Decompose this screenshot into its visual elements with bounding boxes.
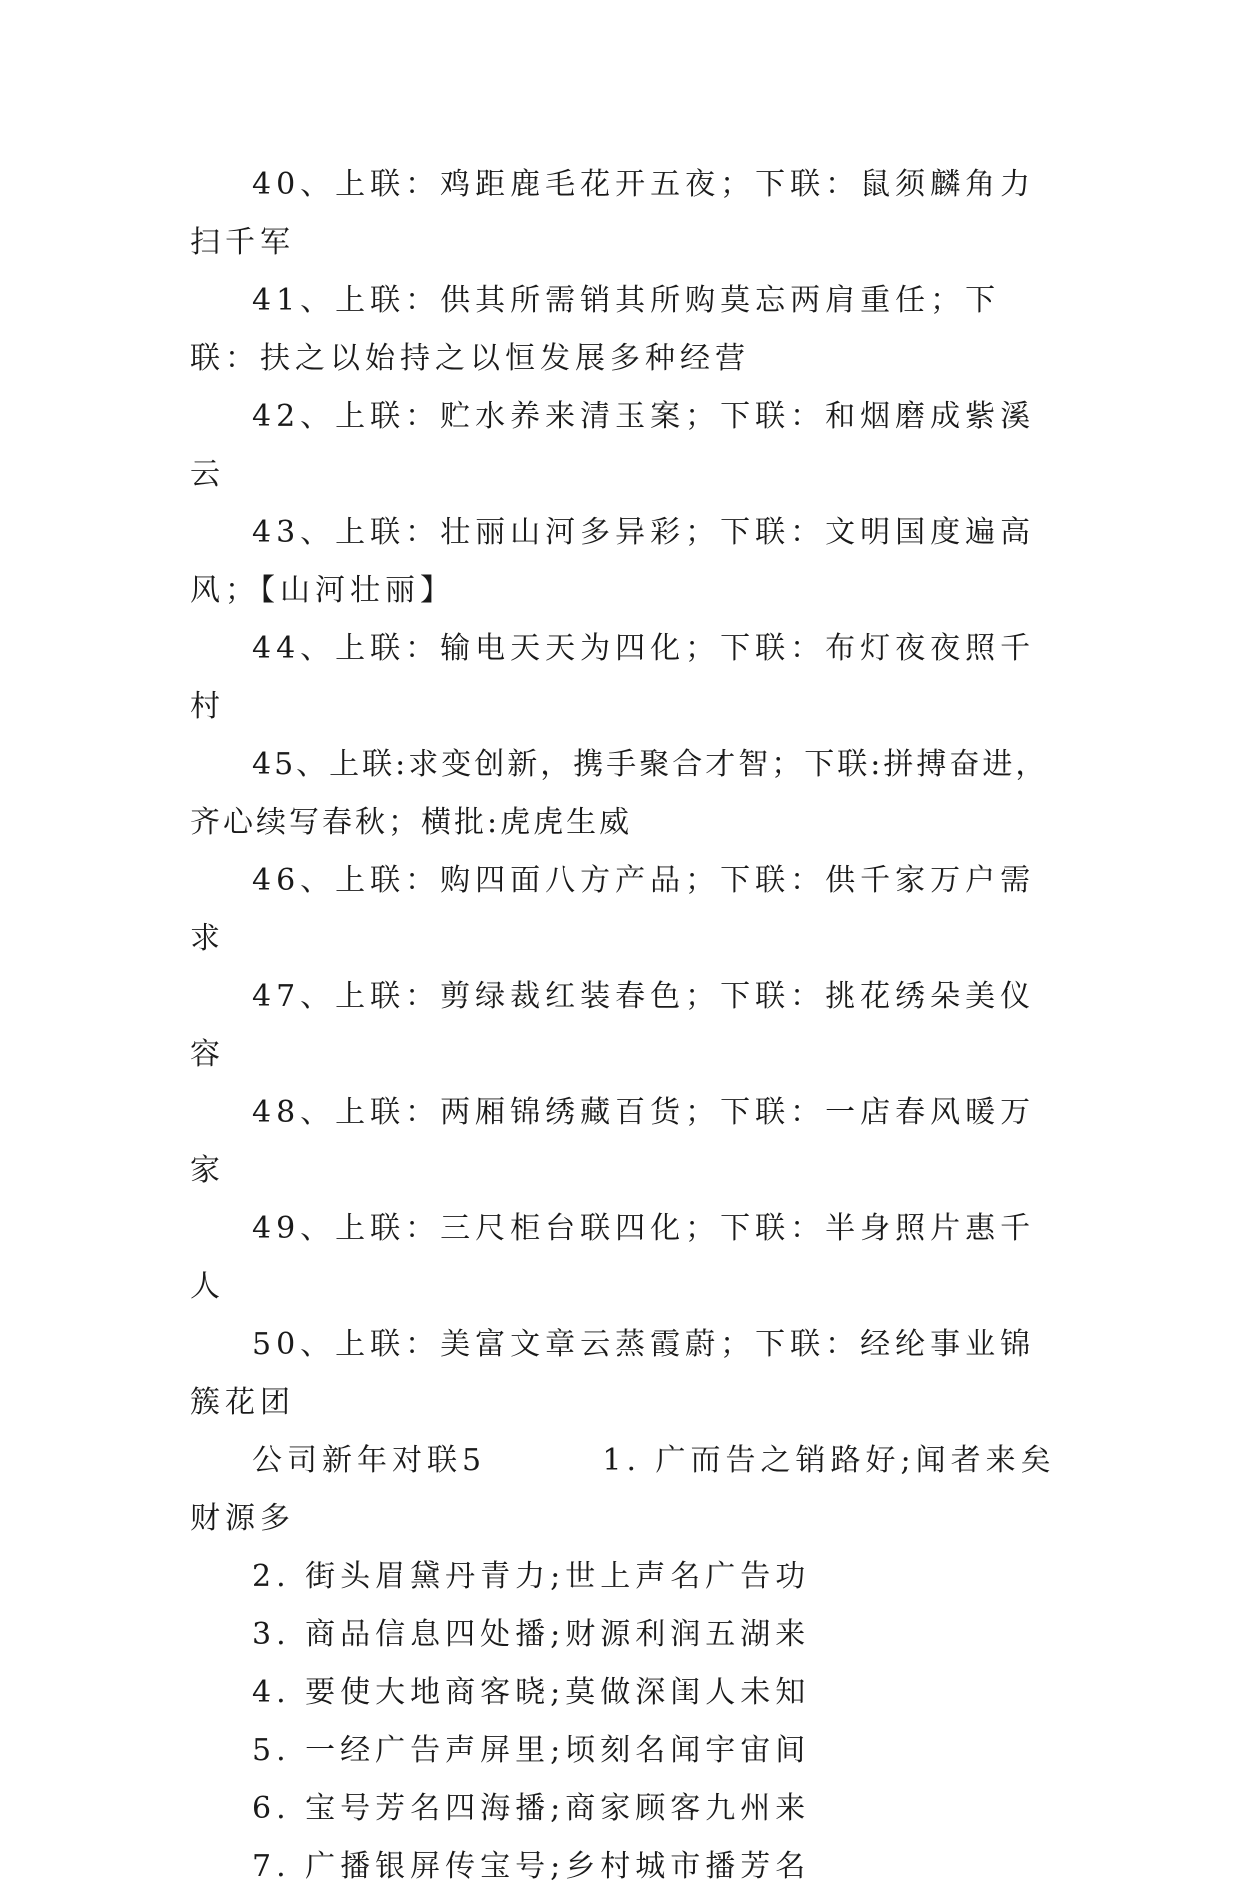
couplet-43: 43、上联：壮丽山河多异彩；下联：文明国度遍高风；【山河壮丽】 bbox=[190, 515, 1036, 608]
ad-couplet-3: 3. 商品信息四处播;财源利润五湖来 bbox=[252, 1617, 811, 1652]
document-body bbox=[190, 156, 1060, 1896]
couplet-44: 44、上联：输电天天为四化；下联：布灯夜夜照千村 bbox=[190, 631, 1036, 724]
couplet-42: 42、上联：贮水养来清玉案；下联：和烟磨成紫溪云 bbox=[190, 399, 1036, 492]
section-heading-company-new-year-couplets: 公司新年对联5 1. 广而告之销路好;闻者来矣财源多 bbox=[190, 1443, 1056, 1536]
ad-couplet-4: 4. 要使大地商客晓;莫做深闺人未知 bbox=[252, 1675, 811, 1710]
couplet-46: 46、上联：购四面八方产品；下联：供千家万户需求 bbox=[190, 863, 1036, 956]
couplet-40: 40、上联：鸡距鹿毛花开五夜；下联：鼠须麟角力扫千军 bbox=[190, 167, 1036, 260]
couplet-48: 48、上联：两厢锦绣藏百货；下联：一店春风暖万家 bbox=[190, 1095, 1036, 1188]
ad-couplet-5: 5. 一经广告声屏里;顷刻名闻宇宙间 bbox=[252, 1733, 811, 1768]
ad-couplet-7: 7. 广播银屏传宝号;乡村城市播芳名 bbox=[252, 1849, 811, 1884]
ad-couplet-2: 2. 街头眉黛丹青力;世上声名广告功 bbox=[252, 1559, 811, 1594]
couplet-47: 47、上联：剪绿裁红装春色；下联：挑花绣朵美仪容 bbox=[190, 979, 1036, 1072]
couplet-45: 45、上联:求变创新，携手聚合才智；下联:拼搏奋进，齐心续写春秋；横批:虎虎生威 bbox=[190, 747, 1049, 840]
couplet-50: 50、上联：美富文章云蒸霞蔚；下联：经纶事业锦簇花团 bbox=[190, 1327, 1036, 1420]
couplet-49: 49、上联：三尺柜台联四化；下联：半身照片惠千人 bbox=[190, 1211, 1036, 1304]
ad-couplet-6: 6. 宝号芳名四海播;商家顾客九州来 bbox=[252, 1791, 811, 1826]
couplet-41: 41、上联：供其所需销其所购莫忘两肩重任；下联：扶之以始持之以恒发展多种经营 bbox=[190, 283, 1001, 376]
